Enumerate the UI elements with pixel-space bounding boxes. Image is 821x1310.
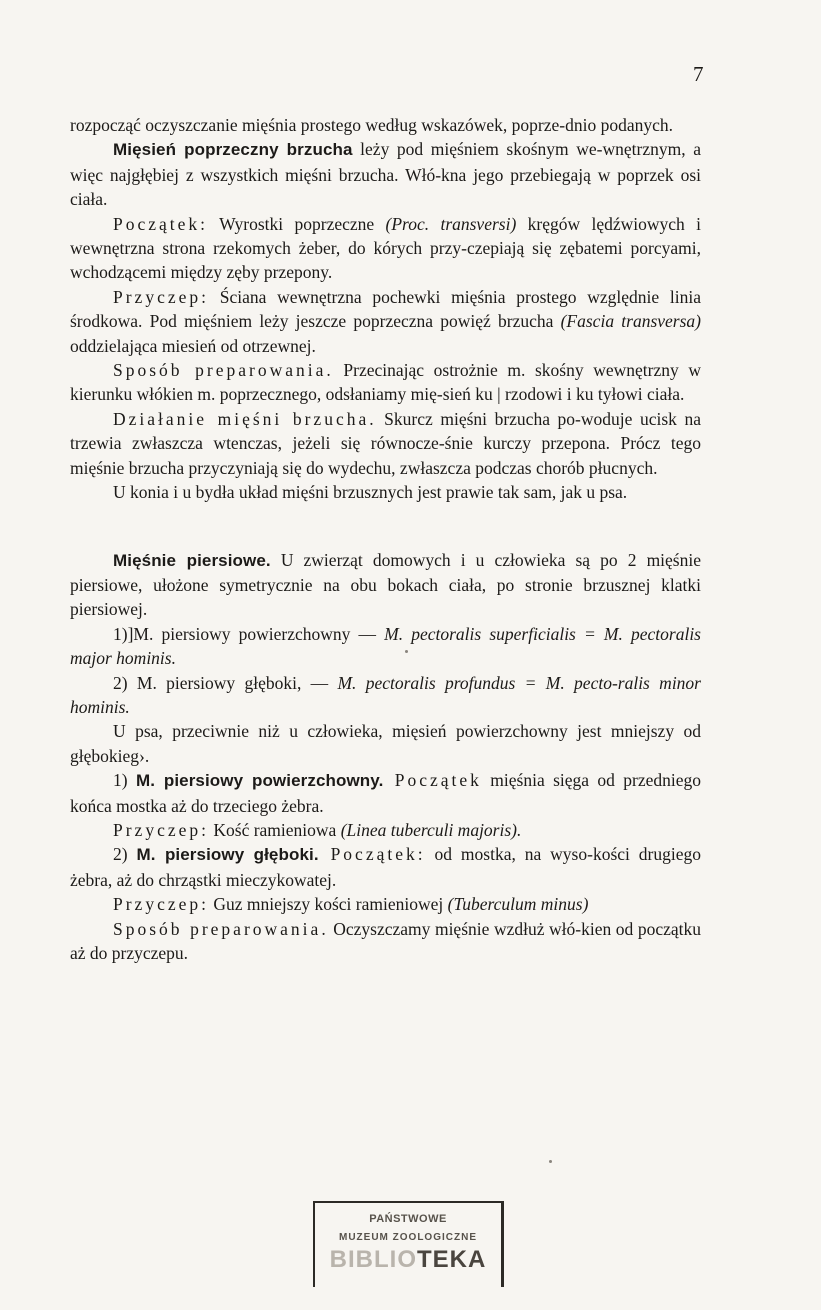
body-text <box>70 113 701 965</box>
paragraph: Przyczep: Ściana wewnętrzna pochewki mięśnia prostego względnie linia środkowa. Pod mięśniem leży jeszcze poprzeczna powięź brzucha (Fascia transversa) oddzielająca miesień od otrzewnej. <box>70 286 701 356</box>
label: Przyczep: <box>113 819 209 840</box>
paragraph: Początek: Wyrostki poprzeczne (Proc. transversi) kręgów lędźwiowych i wewnętrzna strona rzekomych żeber, do kórych przy-czepiają się zębatemi porcyami, wchodzącemi między zęby przepony. <box>70 213 702 283</box>
label: Początek: <box>113 213 209 234</box>
label: Sposób preparowania. <box>113 918 329 939</box>
stamp-line: BIBLIOTEKA <box>329 1246 487 1273</box>
section-heading: M. piersiowy powierzchowny. <box>135 771 384 791</box>
label: Przyczep: <box>113 286 209 307</box>
label: Początek <box>383 770 482 791</box>
paragraph: Przyczep: Guz mniejszy kości ramieniowej (Tuberculum minus) <box>113 894 589 915</box>
label: Sposób preparowania. <box>113 360 334 381</box>
stamp-line: PAŃSTWOWE <box>369 1213 447 1225</box>
paragraph: rozpocząć oczyszczanie mięśnia prostego według wskazówek, poprze-dnio podanych. <box>70 115 674 135</box>
library-stamp <box>313 1201 504 1287</box>
paragraph: 2) M. piersiowy głęboki, — M. pectoralis profundus = M. pecto-ralis minor hominis. <box>70 672 701 717</box>
page-number: 7 <box>693 62 704 86</box>
paragraph: U konia i u bydła układ mięśni brzusznych jest prawie tak sam, jak u psa. <box>113 482 628 503</box>
paragraph: Sposób preparowania. Przecinając ostrożnie m. skośny wewnętrzny w kierunku włókien m. poprzecznego, odsłaniamy mię-sień ku | rzodowi i ku tyłowi ciała. <box>70 360 701 405</box>
paragraph: Mięsień poprzeczny brzucha leży pod mięśniem skośnym we-wnętrznym, a więc najgłębiej z wszystkich mięśni brzucha. Włó-kna jego przebiegają w poprzek osi ciała. <box>70 139 701 210</box>
stamp-line: MUZEUM ZOOLOGICZNE <box>339 1232 477 1243</box>
paragraph: Działanie mięśni brzucha. Skurcz mięśni brzucha po-woduje ucisk na trzewia zwłaszcza wtenczas, jeżeli się równocze-śnie kurczy przepona. Prócz tego mięśnie brzucha przyczyniają się do wydechu, zwłaszcza podczas chorób płucnych. <box>70 408 701 478</box>
paragraph: 1) M. piersiowy powierzchowny. Początek mięśnia sięga od przedniego końca mostka aż do trzeciego żebra. <box>70 770 701 816</box>
section-heading: Mięsień poprzeczny brzucha <box>113 140 353 160</box>
paragraph: Mięśnie piersiowe. U zwierząt domowych i u człowieka są po 2 mięśnie piersiowe, ułożone symetrycznie na obu bokach ciała, po stronie brzusznej klatki piersiowej. <box>70 549 701 620</box>
print-speck <box>405 650 408 653</box>
paragraph: 1)]M. piersiowy powierzchowny — M. pectoralis superficialis = M. pectoralis major hominis. <box>70 623 701 669</box>
paragraph: Sposób preparowania. Oczyszczamy mięśnie wzdłuż włó-kien od początku aż do przyczepu. <box>70 918 701 963</box>
section-heading: Mięśnie piersiowe. <box>113 550 271 570</box>
paragraph: 2) M. piersiowy głęboki. Początek: od mostka, na wyso-kości drugiego żebra, aż do chrząstki mieczykowatej. <box>70 844 702 890</box>
paragraph: U psa, przeciwnie niż u człowieka, mięsień powierzchowny jest mniejszy od głębokieg›. <box>70 721 701 766</box>
label: Działanie mięśni brzucha. <box>113 408 377 429</box>
print-speck <box>549 1160 552 1163</box>
section-heading: M. piersiowy głęboki. <box>136 845 319 865</box>
paragraph: Przyczep: Kość ramieniowa (Linea tuberculi majoris). <box>113 819 522 840</box>
label: Przyczep: <box>113 894 209 915</box>
label: Początek: <box>318 844 426 865</box>
